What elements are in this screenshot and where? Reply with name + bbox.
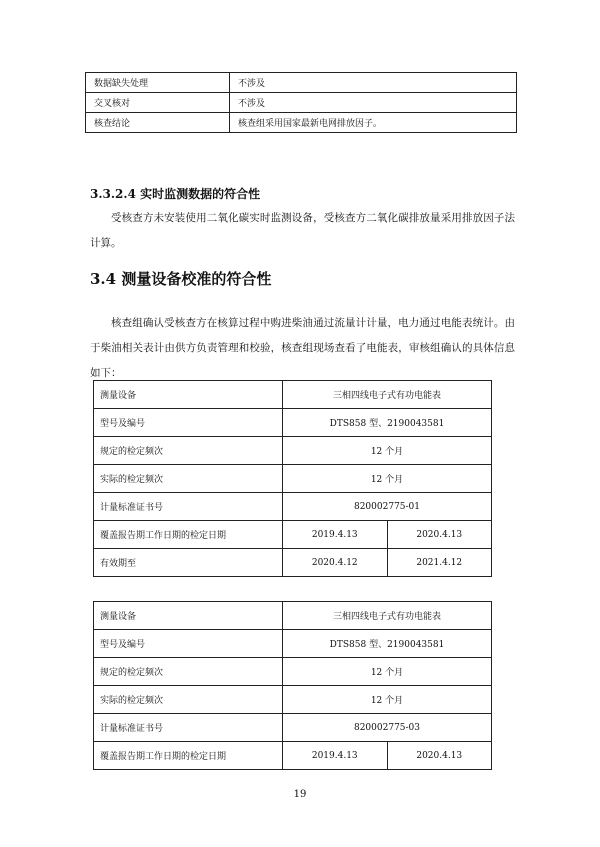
cell-label: 测量设备 xyxy=(94,602,283,630)
cell-date: 2020.4.12 xyxy=(283,549,388,577)
cell-label: 覆盖报告期工作日期的检定日期 xyxy=(94,742,283,770)
cell-value: DTS858 型、2190043581 xyxy=(283,630,492,658)
row-value: 核查组采用国家最新电网排放因子。 xyxy=(230,113,517,133)
table-row xyxy=(94,714,492,742)
table-row xyxy=(94,630,492,658)
cell-value: 12 个月 xyxy=(283,437,492,465)
table-row xyxy=(94,549,492,577)
cell-label: 实际的检定频次 xyxy=(94,465,283,493)
table-row xyxy=(94,686,492,714)
table-row xyxy=(86,73,517,93)
page-number: 19 xyxy=(293,789,307,800)
section-paragraph: 核查组确认受核查方在核算过程中购进柴油通过流量计计量，电力通过电能表统计。由于柴油相关表计由供方负责管理和校验，核查组现场查看了电能表，审核组确认的具体信息如下： xyxy=(90,317,515,379)
cell-date: 2021.4.12 xyxy=(387,549,492,577)
section-heading-3-4: 3.4 测量设备校准的符合性 xyxy=(90,270,272,288)
cell-value: 三相四线电子式有功电能表 xyxy=(283,602,492,630)
table-row xyxy=(94,521,492,549)
row-label: 数据缺失处理 xyxy=(86,73,230,93)
table-row xyxy=(86,93,517,113)
cell-label: 规定的检定频次 xyxy=(94,437,283,465)
table-row xyxy=(94,742,492,770)
row-label: 核查结论 xyxy=(86,113,230,133)
table-row xyxy=(94,658,492,686)
cell-value: 12 个月 xyxy=(283,658,492,686)
cell-label: 测量设备 xyxy=(94,381,283,409)
row-value: 不涉及 xyxy=(230,73,517,93)
cell-date: 2020.4.13 xyxy=(387,742,492,770)
table-row xyxy=(94,409,492,437)
cell-label: 实际的检定频次 xyxy=(94,686,283,714)
cell-value: 12 个月 xyxy=(283,686,492,714)
cell-label: 计量标准证书号 xyxy=(94,493,283,521)
table-row xyxy=(94,381,492,409)
meter-calibration-table xyxy=(93,601,492,770)
cell-date: 2019.4.13 xyxy=(283,742,388,770)
cell-value: 820002775-03 xyxy=(283,714,492,742)
cell-label: 规定的检定频次 xyxy=(94,658,283,686)
cell-date: 2020.4.13 xyxy=(387,521,492,549)
table-row xyxy=(86,113,517,133)
cell-value: 12 个月 xyxy=(283,465,492,493)
cell-label: 计量标准证书号 xyxy=(94,714,283,742)
row-value: 不涉及 xyxy=(230,93,517,113)
cell-value: DTS858 型、2190043581 xyxy=(283,409,492,437)
table-row xyxy=(94,493,492,521)
cell-label: 型号及编号 xyxy=(94,409,283,437)
cell-label: 有效期至 xyxy=(94,549,283,577)
cell-date: 2019.4.13 xyxy=(283,521,388,549)
cell-value: 三相四线电子式有功电能表 xyxy=(283,381,492,409)
meter-calibration-table xyxy=(93,380,492,577)
table-row xyxy=(94,465,492,493)
table-row xyxy=(94,602,492,630)
section-paragraph: 受核查方未安装使用二氧化碳实时监测设备，受核查方二氧化碳排放量采用排放因子法计算。 xyxy=(90,212,515,249)
cell-value: 820002775-01 xyxy=(283,493,492,521)
verification-summary-table xyxy=(85,72,517,133)
section-heading-3-3-2-4: 3.3.2.4 实时监测数据的符合性 xyxy=(90,187,261,201)
row-label: 交叉核对 xyxy=(86,93,230,113)
table-row xyxy=(94,437,492,465)
cell-label: 型号及编号 xyxy=(94,630,283,658)
cell-label: 覆盖报告期工作日期的检定日期 xyxy=(94,521,283,549)
